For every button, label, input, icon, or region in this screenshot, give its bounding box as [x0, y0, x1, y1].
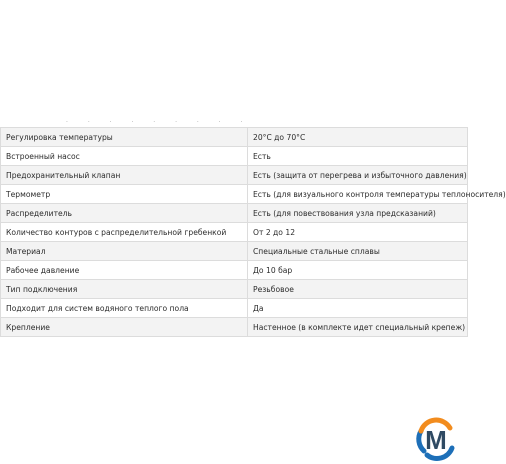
spec-value: От 2 до 12: [248, 223, 468, 242]
spec-name: Крепление: [1, 318, 248, 337]
m-logo-icon: [415, 418, 457, 460]
spec-value: Есть (защита от перегрева и избыточного давления): [248, 166, 468, 185]
spec-name: Рабочее давление: [1, 261, 248, 280]
spec-value: Специальные стальные сплавы: [248, 242, 468, 261]
table-row: [1, 242, 468, 261]
specifications-table: [0, 127, 506, 337]
spec-value: Есть (для визуального контроля температуры теплоносителя): [248, 185, 468, 204]
spec-value: Есть: [248, 147, 468, 166]
spec-value: Да: [248, 299, 468, 318]
logo-letter: M: [425, 425, 447, 455]
spec-value: До 10 бар: [248, 261, 468, 280]
spec-name: Предохранительный клапан: [1, 166, 248, 185]
spec-value: 20°С до 70°С: [248, 128, 468, 147]
spec-name: Тип подключения: [1, 280, 248, 299]
top-dots-separator: . . . . . . . . .: [66, 117, 252, 124]
table-row: [1, 299, 468, 318]
table-row: [1, 223, 468, 242]
spec-name: Регулировка температуры: [1, 128, 248, 147]
spec-value: Резьбовое: [248, 280, 468, 299]
table-row: [1, 128, 468, 147]
spec-name: Термометр: [1, 185, 248, 204]
spec-name: Подходит для систем водяного теплого пола: [1, 299, 248, 318]
table-row: [1, 318, 468, 337]
spec-name: Материал: [1, 242, 248, 261]
spec-value: Настенное (в комплекте идет специальный крепеж): [248, 318, 468, 337]
spec-value: Есть (для повествования узла предсказаний): [248, 204, 468, 223]
spec-name: Встроенный насос: [1, 147, 248, 166]
spec-name: Распределитель: [1, 204, 248, 223]
spec-name: Количество контуров с распределительной гребенкой: [1, 223, 248, 242]
table-row: [1, 166, 468, 185]
table-row: [1, 204, 468, 223]
table-row: [1, 185, 468, 204]
table-row: [1, 261, 468, 280]
table-row: [1, 147, 468, 166]
table-row: [1, 280, 468, 299]
